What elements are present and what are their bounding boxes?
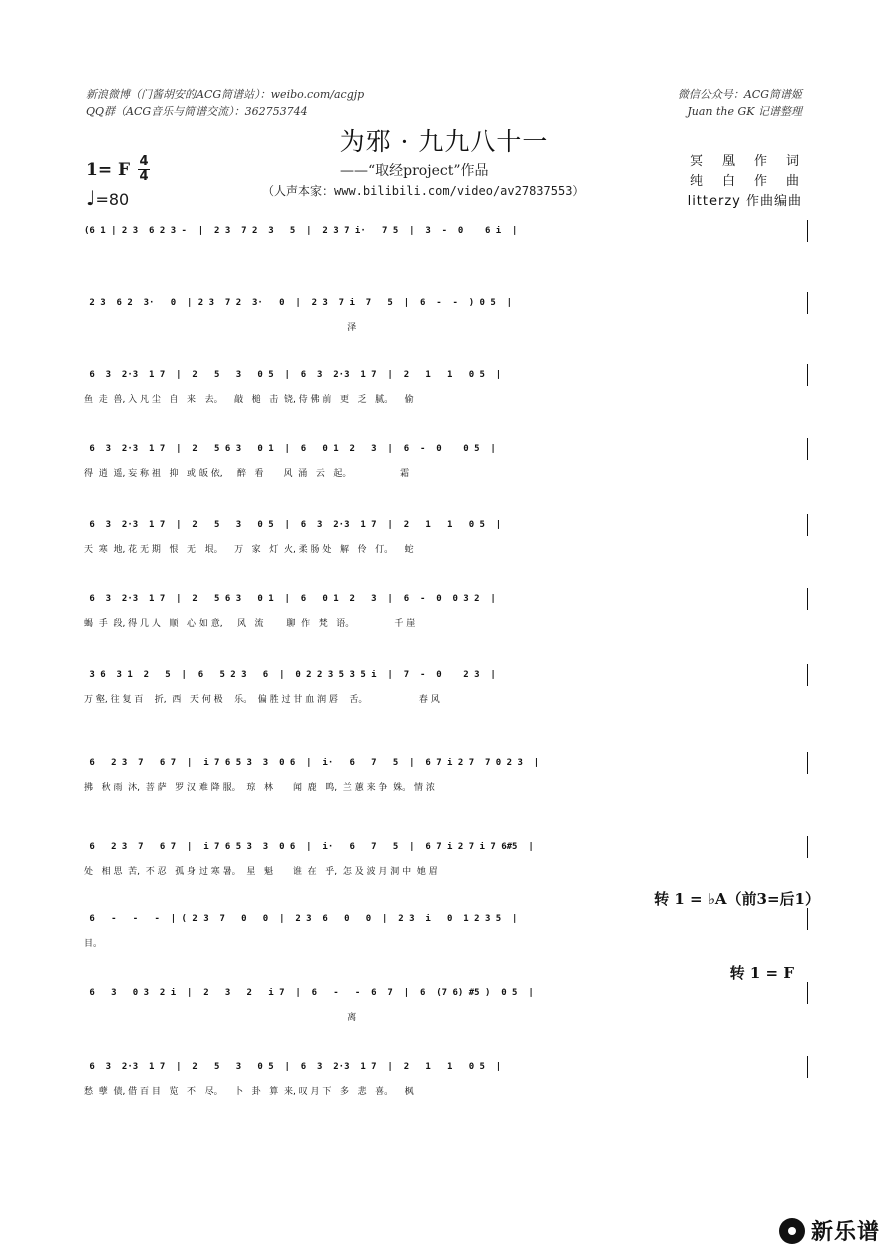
credit-composer: 纯 白 作 曲 — [689, 174, 802, 189]
notation-line — [84, 214, 808, 248]
score-row — [84, 432, 808, 488]
music-disc-icon — [779, 1218, 805, 1244]
header-transcriber: Juan the GK 记谱整理 — [687, 105, 802, 118]
key-signature: 1= F — [86, 160, 131, 180]
score-row — [84, 508, 808, 564]
notation-line — [84, 830, 808, 864]
meter-bottom: 4 — [139, 169, 149, 184]
lyrics-line — [84, 248, 808, 270]
bar-line — [807, 438, 808, 460]
bar-line — [807, 836, 808, 858]
lyrics-line: 处 相 思 苦, 不 忍 孤 身 过 寒 暑。 星 魁 谁 在 乎, 怎 及 波 月 洞 中 她 眉 — [84, 867, 438, 877]
logo-text: 新乐谱 — [810, 1220, 880, 1245]
lyrics-line: 蝎 手 段, 得 几 人 顺 心 如 意, 风 流 聊 作 梵 语。 千 崖 — [84, 619, 416, 629]
bar-line — [807, 514, 808, 536]
notation-text: 6 3 2·3 1 7 | 2 5 6 3 0 1 | 6 0 1 2 3 | 6 - 0 0 5 | — [84, 444, 496, 454]
bar-line — [807, 982, 808, 1004]
lyrics-line: 泽 — [84, 323, 357, 333]
lyrics-line: 愁 孽 债, 借 百 目 览 不 尽。 卜 卦 算 来, 叹 月 下 多 悲 喜。 枫 — [84, 1087, 414, 1097]
notation-line — [84, 508, 808, 542]
lyrics-line: 目。 — [84, 939, 103, 949]
notation-line — [84, 358, 808, 392]
song-source: （人声本家：www.bilibili.com/video/av27837553） — [262, 184, 585, 198]
notation-text: 6 3 2·3 1 7 | 2 5 6 3 0 1 | 6 0 1 2 3 | 6 - 0 0 3 2 | — [84, 594, 496, 604]
credit-arranger: litterzy 作曲编曲 — [687, 194, 802, 209]
notation-text: 3 6 3 1 2 5 | 6 5 2 3 6 | 0 2 2 3 5 3 5 i | 7 - 0 2 3 | — [84, 670, 496, 680]
song-subtitle: ——“取经project”作品 — [340, 163, 489, 179]
lyrics-line: 离 — [84, 1013, 357, 1023]
bar-line — [807, 292, 808, 314]
bar-line — [807, 220, 808, 242]
score-row — [84, 358, 808, 414]
quarter-note-icon: ♩ — [86, 186, 96, 210]
score-row — [84, 286, 808, 342]
bar-line — [807, 588, 808, 610]
lyrics-line: 鱼 走 兽, 入 凡 尘 自 来 去。 敲 槌 击 铙, 侍 佛 前 更 乏 腻。 偷 — [84, 395, 414, 405]
notation-line — [84, 286, 808, 320]
tempo-marking — [86, 186, 129, 210]
notation-line — [84, 582, 808, 616]
score-row — [84, 582, 808, 638]
notation-text: 6 3 2·3 1 7 | 2 5 3 0 5 | 6 3 2·3 1 7 | 2 1 1 0 5 | — [84, 370, 502, 380]
notation-line — [84, 658, 808, 692]
score-row — [84, 1050, 808, 1106]
notation-line — [84, 432, 808, 466]
notation-text: 2 3 6 2 3· 0 | 2 3 7 2 3· 0 | 2 3 7 i 7 5 | 6 - - ) 0 5 | — [84, 298, 513, 308]
notation-text: 6 3 2·3 1 7 | 2 5 3 0 5 | 6 3 2·3 1 7 | 2 1 1 0 5 | — [84, 1062, 502, 1072]
header-weibo: 新浪微博（门酱胡安的ACG简谱站）：weibo.com/acgjp — [86, 88, 365, 101]
notation-text: 6 3 0 3 2 i | 2 3 2 i 7 | 6 - - 6 7 | 6 (7 6) #5 ) 0 5 | — [84, 988, 534, 998]
notation-text: 6 2 3 7 6 7 | i 7 6 5 3 3 0 6 | i· 6 7 5 | 6 7 i 2 7 7 0 2 3 | — [84, 758, 540, 768]
tempo-value: =80 — [95, 190, 130, 209]
lyrics-line: 万 壑, 往 复 百 折, 西 天 何 极 乐。 偏 胜 过 甘 血 润 唇 舌。 春 风 — [84, 695, 440, 705]
header-wechat: 微信公众号：ACG简谱姬 — [677, 88, 802, 101]
score-row — [84, 902, 808, 958]
bar-line — [807, 1056, 808, 1078]
notation-line — [84, 1050, 808, 1084]
notation-line — [84, 746, 808, 780]
lyrics-line: 得 逍 遥, 妄 称 祖 抑 或 皈 依, 醉 看 风 涌 云 起。 霜 — [84, 469, 410, 479]
notation-text: (6 1 | 2 3 6 2 3 - | 2 3 7 2 3 5 | 2 3 7 i· 7 5 | 3 - 0 6 i | — [84, 226, 518, 236]
bar-line — [807, 908, 808, 930]
site-logo — [779, 1215, 880, 1246]
score-row — [84, 746, 808, 802]
bar-line — [807, 752, 808, 774]
score-row — [84, 214, 808, 270]
song-title: 为邪 · 九九八十一 — [339, 127, 549, 156]
bar-line — [807, 664, 808, 686]
modulation-note-f: 转 1 = F — [729, 964, 794, 982]
notation-line — [84, 976, 808, 1010]
lyrics-line: 天 寒 地, 花 无 期 恨 无 垠。 万 家 灯 火, 柔 肠 处 解 伶 仃。 蛇 — [84, 545, 414, 555]
score-row — [84, 658, 808, 714]
header-qq: QQ群（ACG音乐与简谱交流）：362753744 — [86, 105, 308, 118]
modulation-note-a-flat: 转 1 = ♭A（前3=后1） — [654, 890, 820, 908]
notation-text: 6 3 2·3 1 7 | 2 5 3 0 5 | 6 3 2·3 1 7 | 2 1 1 0 5 | — [84, 520, 502, 530]
score-row — [84, 830, 808, 886]
score-row — [84, 976, 808, 1032]
time-signature — [138, 156, 150, 183]
bar-line — [807, 364, 808, 386]
meter-top: 4 — [139, 154, 149, 169]
credit-lyrics: 冥 凰 作 词 — [689, 154, 802, 169]
lyrics-line: 拂 秋 雨 沐, 菩 萨 罗 汉 难 降 服。 琼 林 闻 鹿 鸣, 兰 蕙 来 争 姝。 情 浓 — [84, 783, 435, 793]
notation-text: 6 - - - | ( 2 3 7 0 0 | 2 3 6 0 0 | 2 3 i 0 1 2 3 5 | — [84, 914, 518, 924]
notation-text: 6 2 3 7 6 7 | i 7 6 5 3 3 0 6 | i· 6 7 5 | 6 7 i 2 7 i 7 6#5 | — [84, 842, 534, 852]
